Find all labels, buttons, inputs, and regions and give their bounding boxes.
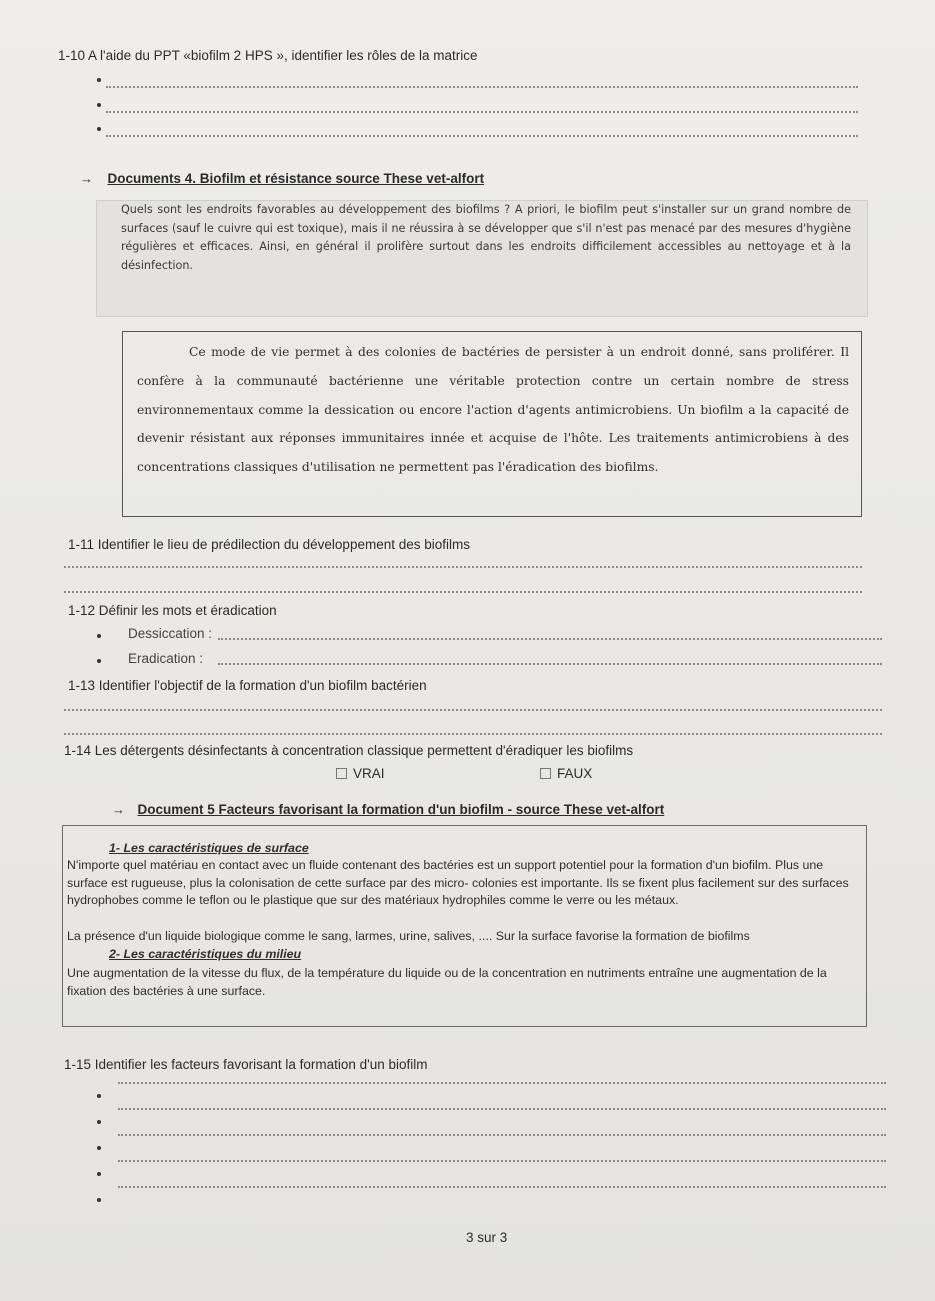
answer-line[interactable] [64, 591, 862, 593]
question-1-11: 1-11 Identifier le lieu de prédilection du développement des biofilms [68, 537, 470, 552]
document-4-intro-text: Quels sont les endroits favorables au développement des biofilms ? A priori, le biofilm peut s'installer sur un grand nombre de surfaces (sauf le cuivre qui est toxique), mais il ne réussira à se développer que s'il n'est pas menacé par des mesures d'hygiène régulières et efficaces. Ainsi, en général il prolifère surtout dans les endroits difficilement accessibles au nettoyage et à la désinfection. [121, 203, 851, 272]
answer-line[interactable] [118, 1108, 886, 1110]
answer-line[interactable] [106, 135, 858, 137]
doc5-paragraph-milieu: Une augmentation de la vitesse du flux, de la température du liquide ou de la concentration en nutriments entraîne une augmentation de la fixation des bactéries à une surface. [67, 966, 827, 998]
document-4-body-box [122, 331, 862, 517]
answer-line[interactable] [118, 1186, 886, 1188]
document-4-intro-box [96, 200, 868, 317]
document-4-title: Documents 4. Biofilm et résistance source These vet-alfort [107, 171, 485, 186]
document-5-box [62, 825, 867, 1027]
faux-checkbox[interactable] [540, 768, 551, 779]
bullet [97, 634, 101, 638]
question-1-13: 1-13 Identifier l'objectif de la formation d'un biofilm bactérien [68, 678, 427, 693]
faux-label: FAUX [557, 766, 593, 781]
bullet [97, 103, 101, 107]
bullet [97, 1120, 101, 1124]
dessiccation-answer-line[interactable] [218, 638, 882, 640]
bullet [97, 127, 101, 131]
answer-line[interactable] [106, 86, 858, 88]
document-5-title: Document 5 Facteurs favorisant la formation d'un biofilm - source These vet-alfort [137, 802, 665, 817]
bullet [97, 1198, 101, 1202]
doc5-paragraph-surface: N'importe quel matériau en contact avec un fluide contenant des bactéries est un support potentiel pour la formation d'un biofilm. Plus une surface est rugueuse, plus la colonisation de cette surface par des micro- colonies est importante. Ils se fixent plus facilement sur des surfaces hydrophobes comme le teflon ou le plastique que sur des matériaux hydrophiles comme le verre ou les métaux. [67, 858, 849, 907]
document-4-body-text: Ce mode de vie permet à des colonies de bactéries de persister à un endroit donné, sans proliférer. Il confère à la communauté bactérienne une véritable protection contre un certain nombre de stress environnementaux comme la dessication ou encore l'action d'agents antimicrobiens. Un biofilm a la capacité de devenir résistant aux réponses immunitaires innée et acquise de l'hôte. Les traitements antimicrobiens à des concentrations classiques d'utilisation ne permettent pas l'éradication des biofilms. [137, 345, 849, 475]
bullet [97, 78, 101, 82]
bullet [97, 659, 101, 663]
definition-eradication-label: Eradication : [128, 651, 204, 666]
question-1-14: 1-14 Les détergents désinfectants à concentration classique permettent d'éradiquer les biofilms [64, 743, 634, 758]
answer-line[interactable] [64, 566, 862, 568]
bullet [97, 1146, 101, 1150]
bullet [97, 1094, 101, 1098]
doc5-paragraph-liquid: La présence d'un liquide biologique comme le sang, larmes, urine, salives, .... Sur la surface favorise la formation de biofilms [67, 929, 750, 943]
arrow-icon: → [112, 802, 125, 817]
definition-dessiccation-label: Dessiccation : [128, 626, 213, 641]
document-4-heading [80, 170, 484, 188]
vrai-checkbox[interactable] [336, 768, 347, 779]
page-number: 3 sur 3 [466, 1230, 508, 1245]
option-vrai[interactable] [336, 766, 385, 781]
eradication-answer-line[interactable] [218, 663, 882, 665]
arrow-icon: → [80, 171, 93, 186]
answer-line[interactable] [64, 733, 882, 735]
bullet [97, 1172, 101, 1176]
doc5-subtitle-milieu: 2- Les caractéristiques du milieu [109, 947, 302, 961]
question-1-10: 1-10 A l'aide du PPT «biofilm 2 HPS », identifier les rôles de la matrice [58, 48, 478, 63]
option-faux[interactable] [540, 766, 592, 781]
question-1-15: 1-15 Identifier les facteurs favorisant la formation d'un biofilm [64, 1057, 428, 1072]
answer-line[interactable] [118, 1134, 886, 1136]
answer-line[interactable] [106, 111, 858, 113]
vrai-label: VRAI [353, 766, 385, 781]
question-1-12: 1-12 Définir les mots et éradication [68, 603, 277, 618]
doc5-subtitle-surface: 1- Les caractéristiques de surface [109, 841, 309, 855]
answer-line[interactable] [118, 1082, 886, 1084]
document-5-heading [112, 801, 664, 819]
answer-line[interactable] [64, 709, 882, 711]
answer-line[interactable] [118, 1160, 886, 1162]
